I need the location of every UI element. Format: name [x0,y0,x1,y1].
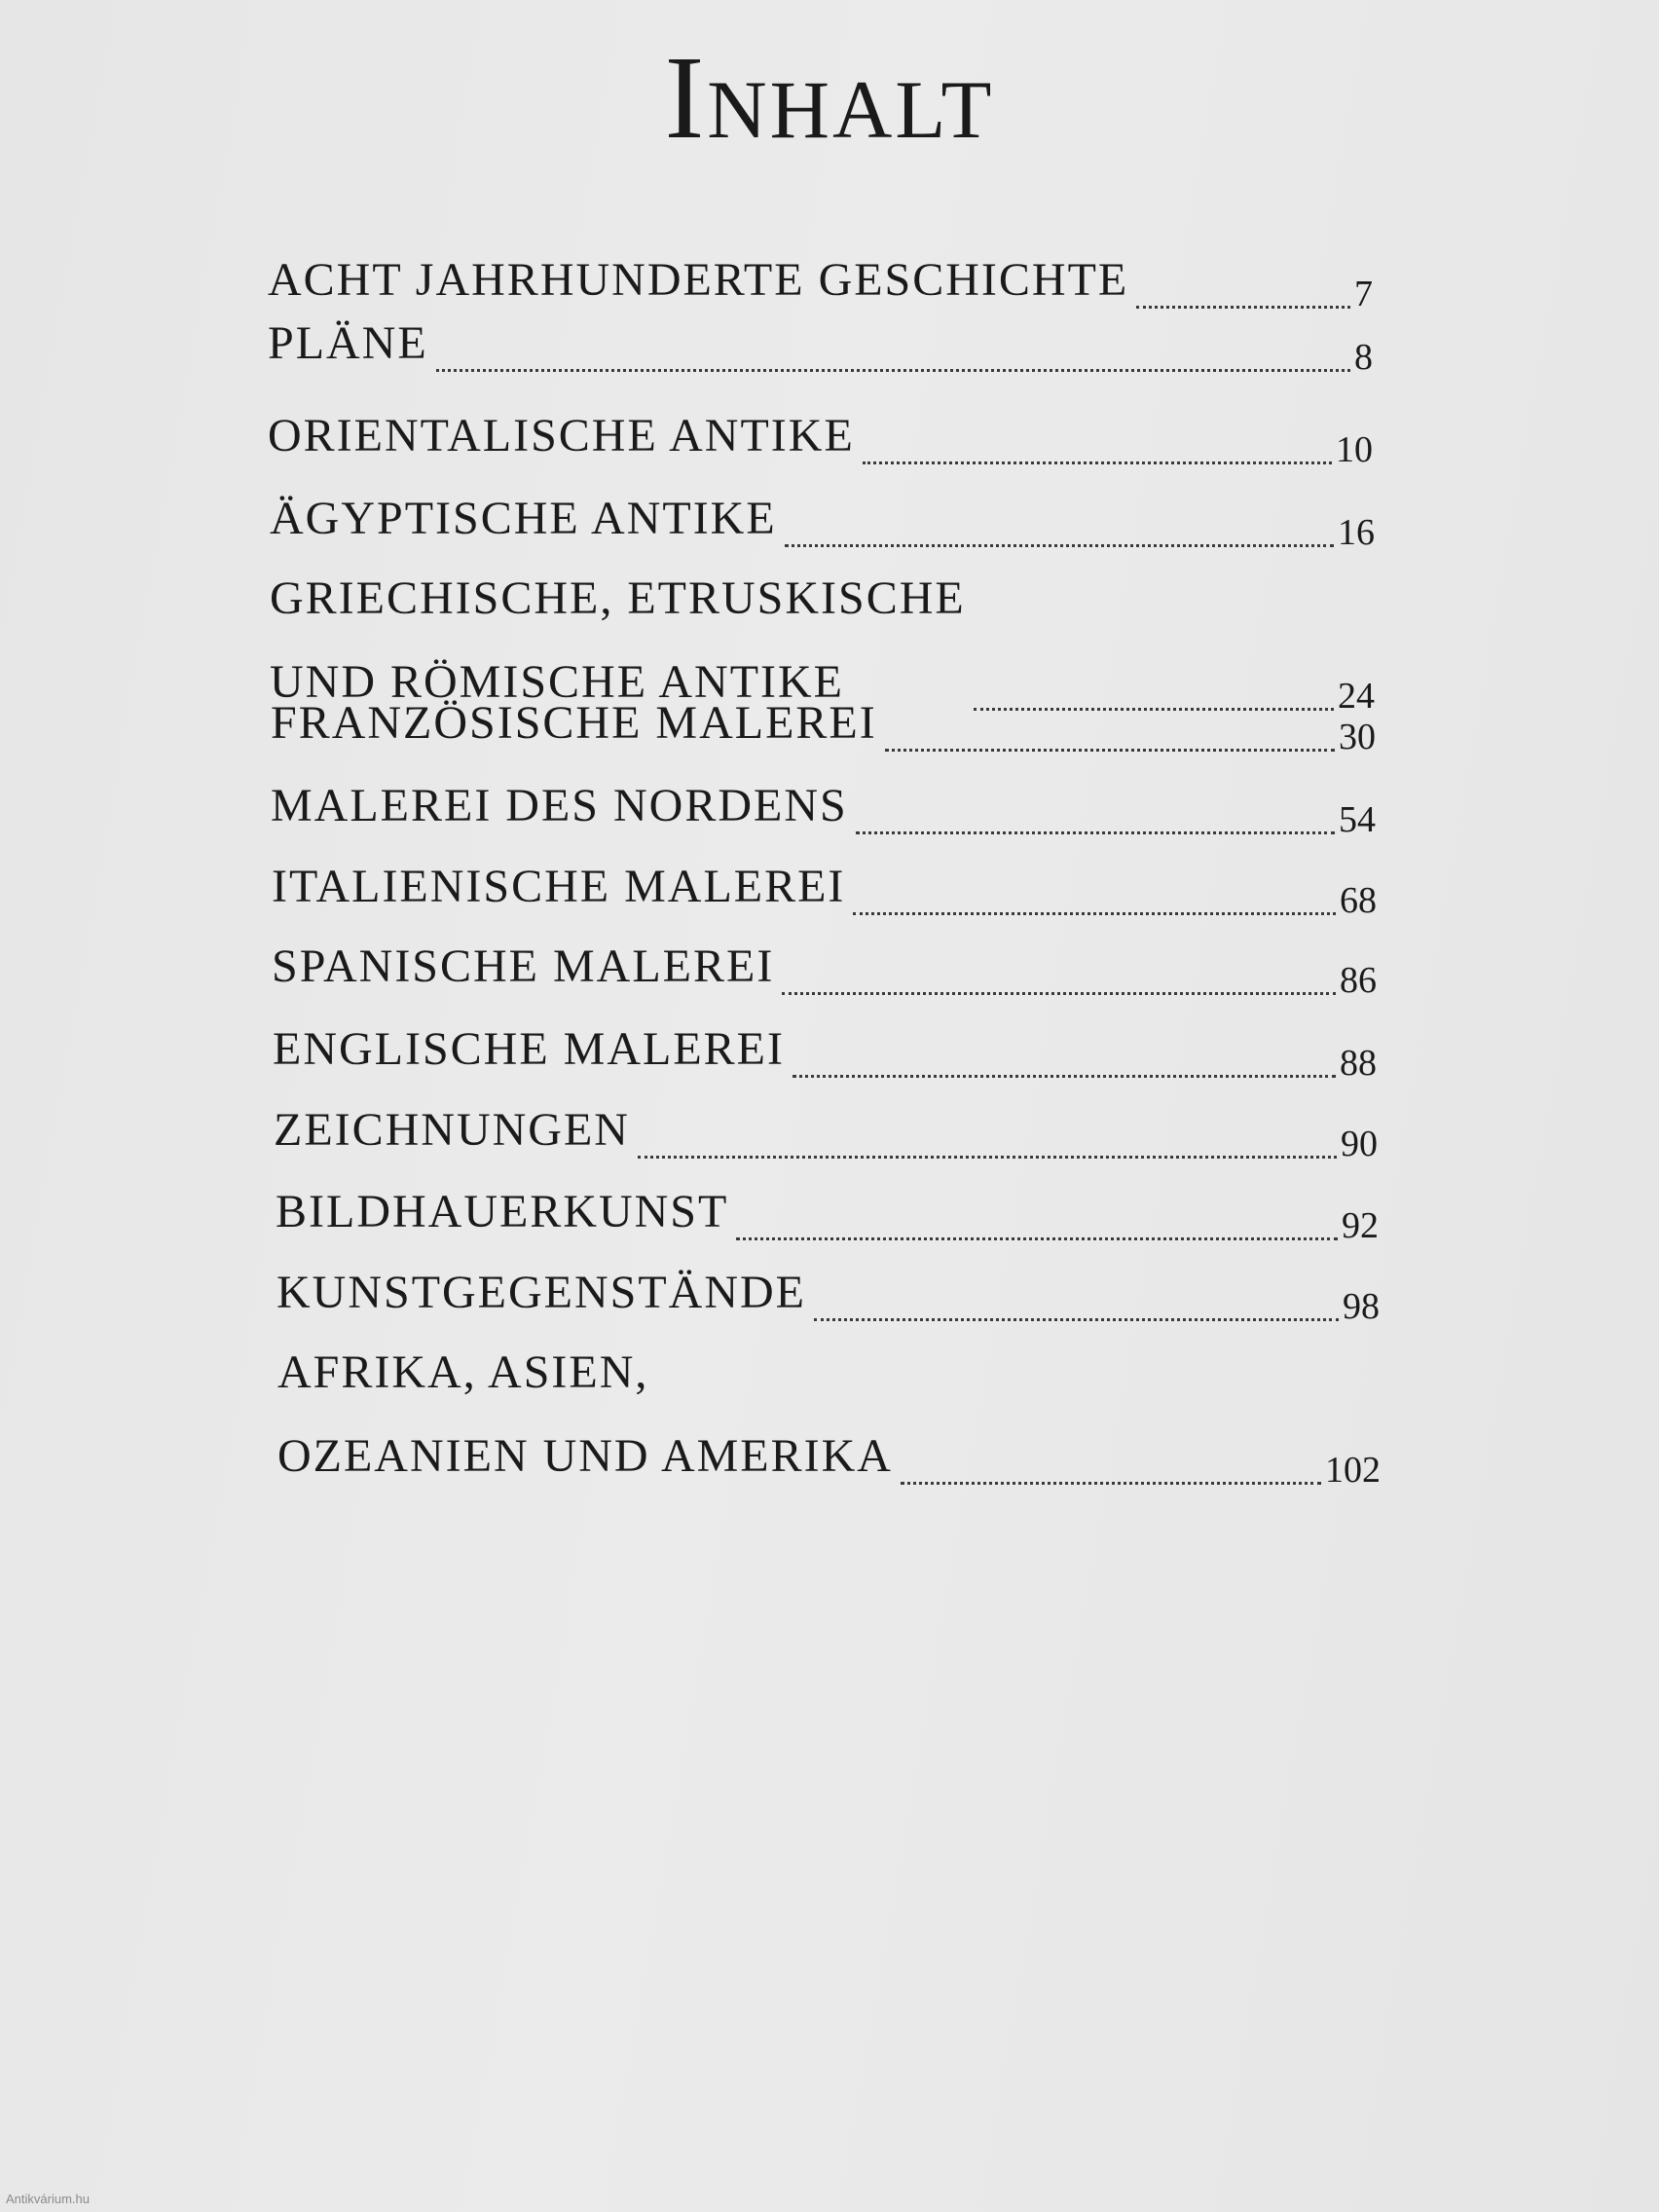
toc-entry-title-line: GRIECHISCHE, ETRUSKISCHE [270,572,966,624]
toc-entry-title-line: UND RÖMISCHE ANTIKE [270,656,844,708]
toc-entry-title [270,477,777,561]
toc-entry [272,925,1377,1009]
toc-entry [274,1088,1378,1172]
dot-leader [736,1237,1338,1240]
dot-leader [782,992,1336,995]
toc-entry-title-line: ÄGYPTISCHE ANTIKE [270,493,777,544]
toc-entry-title-line: ZEICHNUNGEN [274,1104,630,1156]
toc-entry-title [273,1008,785,1091]
toc-page-number: 16 [1338,512,1375,553]
toc-entry-title [277,1331,893,1498]
toc-entry-title-line: MALEREI DES NORDENS [271,780,848,831]
dot-leader [785,544,1334,547]
toc-page-number: 10 [1336,429,1373,470]
toc-entry-title-line: BILDHAUERKUNST [276,1186,729,1237]
toc-page-number: 54 [1339,799,1376,840]
dot-leader [885,749,1335,752]
dot-leader [638,1156,1337,1159]
toc-entry-title-line: KUNSTGEGENSTÄNDE [276,1267,806,1318]
toc-entry-title-line: ORIENTALISCHE ANTIKE [268,410,855,461]
dot-leader [901,1482,1321,1485]
toc-entry [276,1170,1379,1254]
toc-page-number: 102 [1325,1450,1381,1491]
toc-entry-title [276,1251,806,1335]
toc-entry-title [268,302,428,386]
toc-page-number: 68 [1340,880,1377,921]
toc-entry-title-line: ENGLISCHE MALEREI [273,1023,785,1075]
dot-leader [863,461,1332,464]
dot-leader [814,1318,1339,1321]
toc-entry-title-line: ITALIENISCHE MALEREI [272,861,846,912]
toc-page-number: 92 [1342,1205,1379,1246]
toc-entry-title-line: SPANISCHE MALEREI [272,940,775,992]
toc-entry [271,682,1376,765]
toc-entry-title-line: FRANZÖSISCHE MALEREI [271,697,877,749]
toc-entry-title-line: PLÄNE [268,317,428,369]
toc-entry-title [272,845,845,929]
dot-leader [793,1075,1336,1078]
dot-leader [856,831,1335,834]
page-title: Inhalt [664,32,995,164]
toc-entry-title [268,394,855,478]
toc-entry-title-line: ACHT JAHRHUNDERTE GESCHICHTE [268,254,1129,306]
toc-page-number: 30 [1339,717,1376,757]
toc-entry-title [274,1088,630,1172]
toc-entry [276,1251,1380,1335]
toc-entry-title [271,682,877,765]
watermark: Antikvárium.hu [6,2192,90,2206]
toc-entry [273,1008,1377,1091]
toc-entry [268,394,1373,478]
toc-page-number: 88 [1340,1043,1377,1084]
toc-page-number: 90 [1341,1124,1378,1164]
toc-page-number: 86 [1340,960,1377,1001]
dot-leader [853,912,1336,915]
toc-entry [271,764,1376,848]
toc-entry-title-line: OZEANIEN UND AMERIKA [277,1430,893,1482]
toc-entry [270,477,1375,561]
toc-page-number: 7 [1354,274,1373,314]
toc-entry [268,302,1373,386]
toc-page-number: 8 [1354,337,1373,378]
toc-entry-title [271,764,848,848]
toc-entry-title-line: AFRIKA, ASIEN, [277,1346,649,1398]
toc-entry-title [276,1170,728,1254]
toc-page-number: 98 [1343,1286,1380,1327]
toc-entry-title [272,925,774,1009]
dot-leader [436,369,1350,372]
toc-entry [277,1331,1381,1498]
toc-page-number: 24 [1338,676,1375,717]
toc-entry [272,845,1377,929]
